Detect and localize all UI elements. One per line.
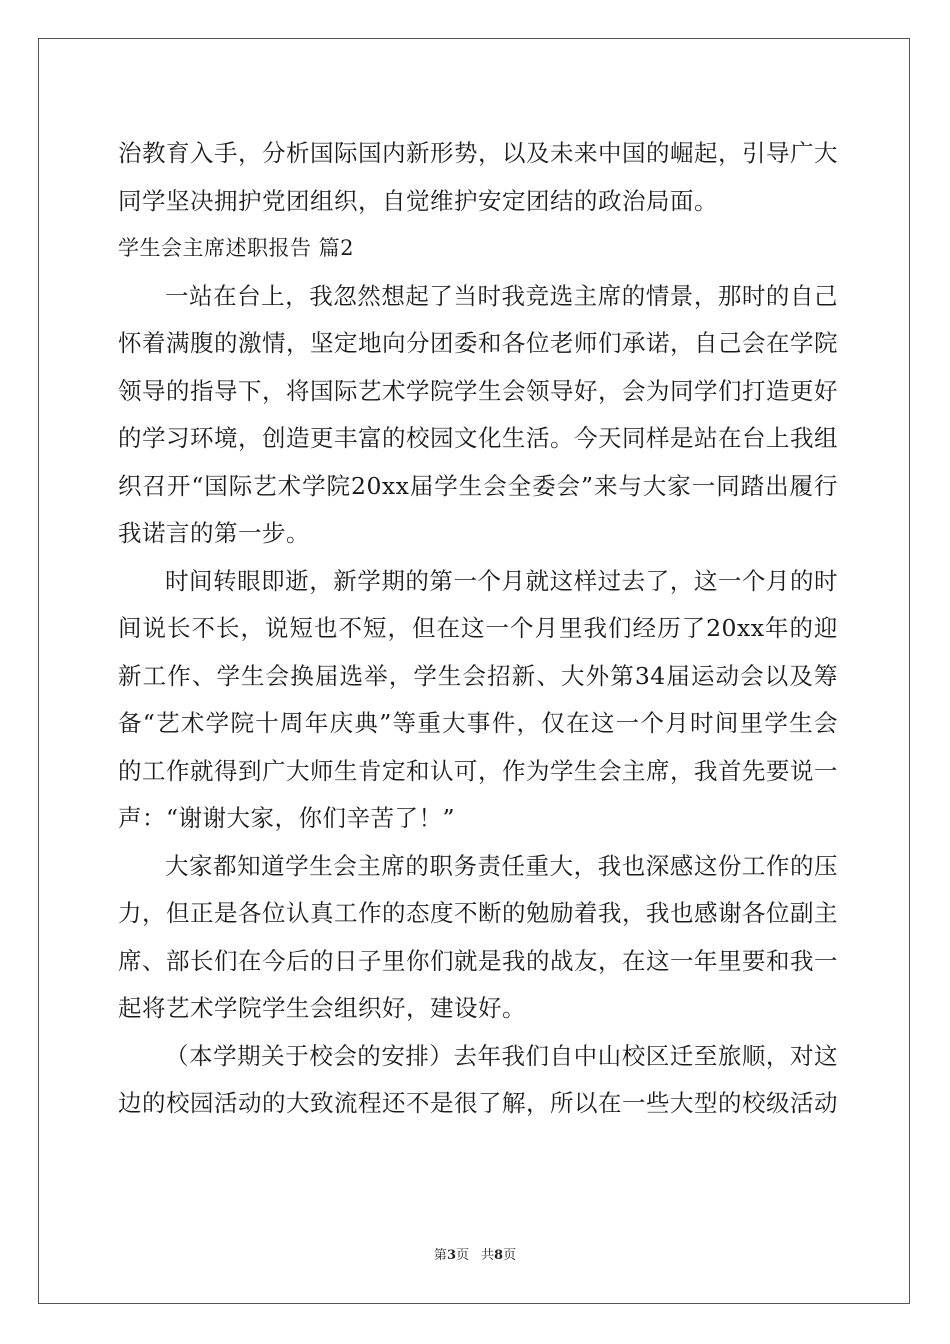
section-heading: 学生会主席述职报告 篇2 — [118, 236, 355, 260]
paragraph: 时间转眼即逝，新学期的第一个月就这样过去了，这一个月的时间说长不长，说短也不短，但在这一个月里我们经历了20xx年的迎新工作、学生会换届选举，学生会招新、大外第34届运动会以及筹备“艺术学院十周年庆典”等重大事件，仅在这一个月时间里学生会的工作就得到广大师生肯定和认可，作为学生会主席，我首先要说一声：“谢谢大家，你们辛苦了！” — [118, 566, 838, 832]
paragraph-continuation: 治教育入手，分析国际国内新形势，以及未来中国的崛起，引导广大同学坚决拥护党团组织，自觉维护安定团结的政治局面。 — [118, 139, 838, 215]
document-body — [118, 130, 838, 1128]
total-suffix: 页 — [503, 1248, 517, 1263]
current-page-number: 3 — [446, 1248, 456, 1263]
page-suffix: 页 — [455, 1248, 469, 1263]
page-prefix: 第 — [433, 1248, 447, 1263]
page-footer — [0, 1244, 950, 1263]
total-pages-number: 8 — [494, 1248, 504, 1263]
paragraph: 大家都知道学生会主席的职务责任重大，我也深感这份工作的压力，但正是各位认真工作的态度不断的勉励着我，我也感谢各位副主席、部长们在今后的日子里你们就是我的战友，在这一年里要和我一起将艺术学院学生会组织好，建设好。 — [118, 851, 838, 1022]
total-prefix: 共 — [481, 1248, 495, 1263]
paragraph: （本学期关于校会的安排）去年我们自中山校区迁至旅顺，对这边的校园活动的大致流程还不是很了解，所以在一些大型的校级活动 — [118, 1041, 838, 1117]
paragraph: 一站在台上，我忽然想起了当时我竞选主席的情景，那时的自己怀着满腹的激情，坚定地向分团委和各位老师们承诺，自己会在学院领导的指导下，将国际艺术学院学生会领导好，会为同学们打造更好的学习环境，创造更丰富的校园文化生活。今天同样是站在台上我组织召开“国际艺术学院20xx届学生会全委会”来与大家一同踏出履行我诺言的第一步。 — [118, 281, 838, 547]
